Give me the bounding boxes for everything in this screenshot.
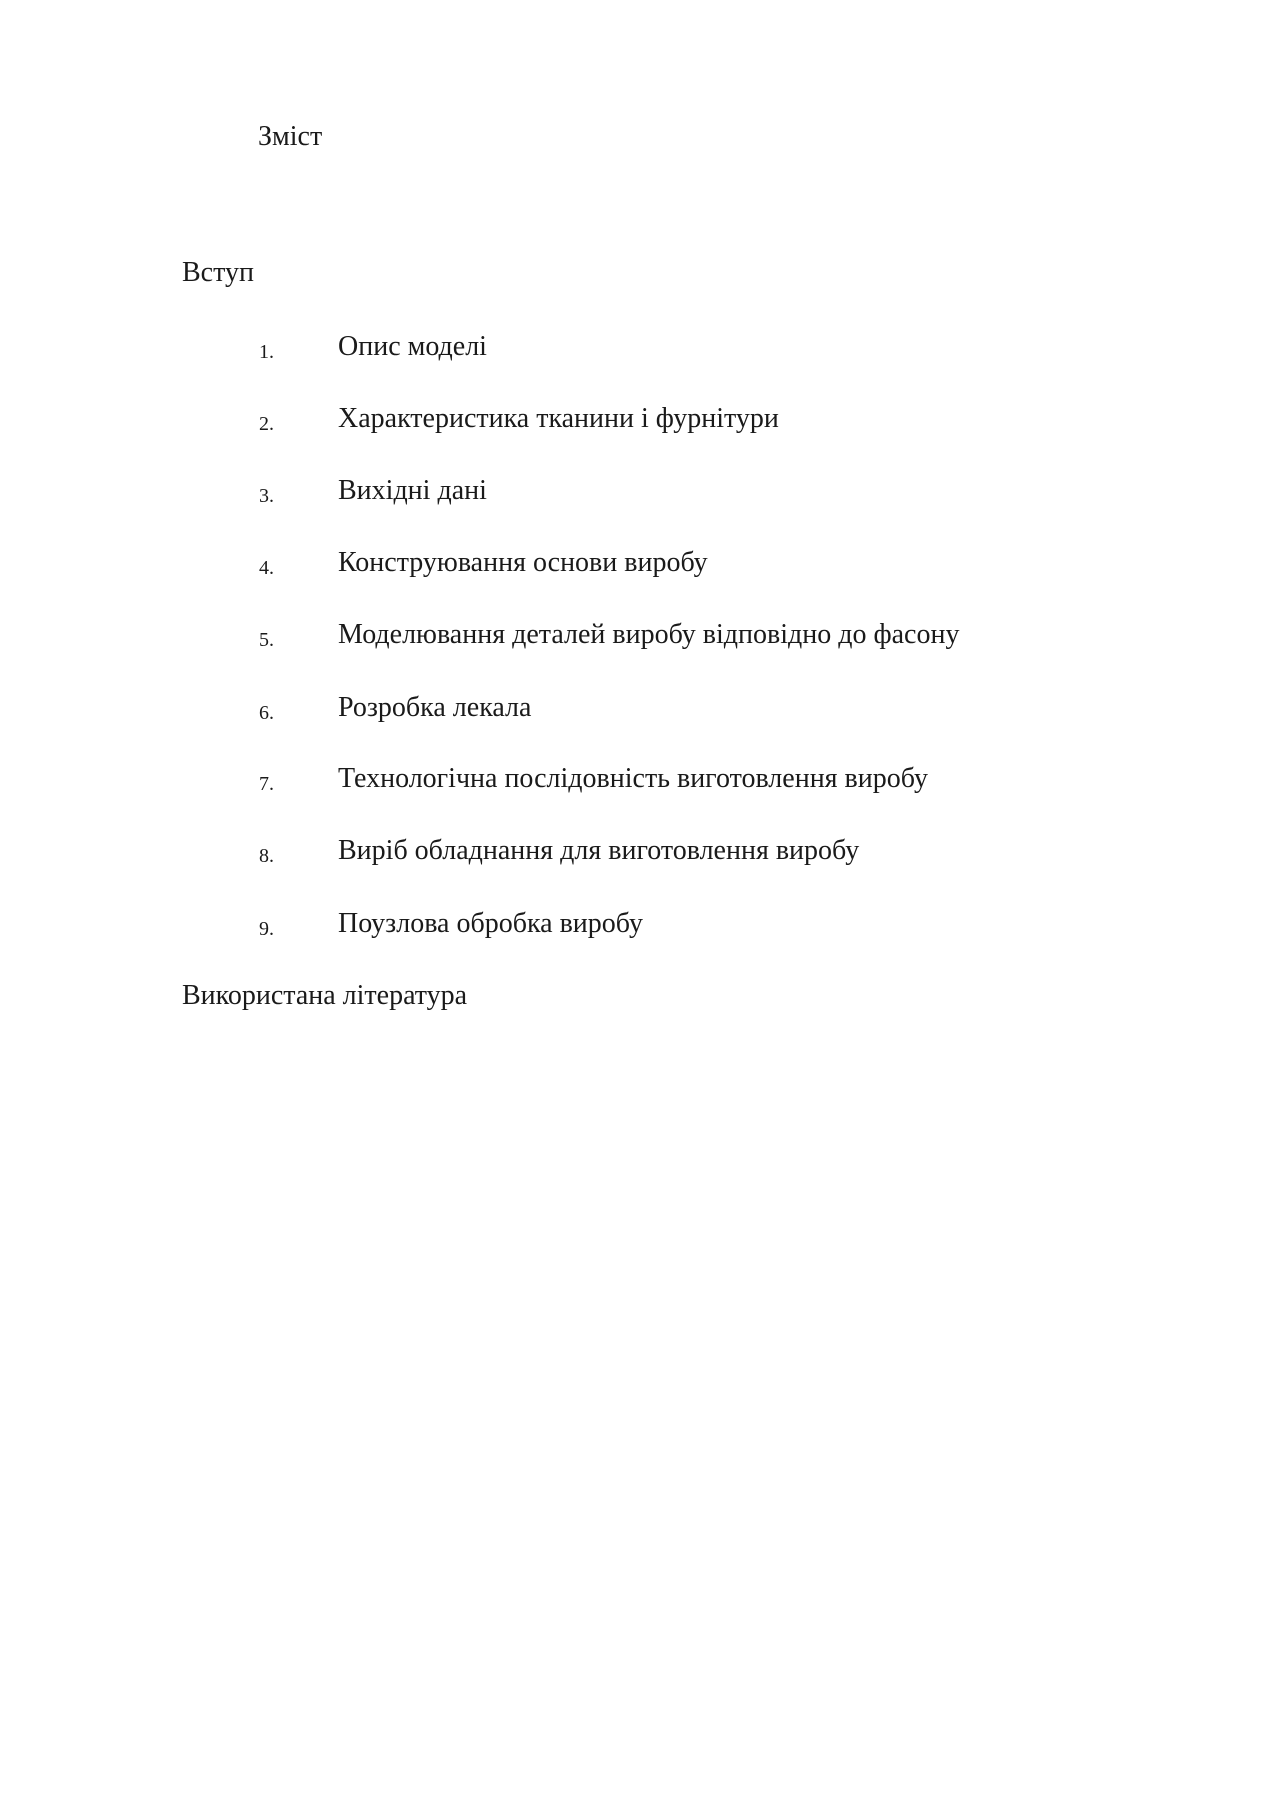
toc-section-literature: Використана література [182,980,468,1011]
toc-item [0,834,1280,874]
toc-item-number: 9. [259,918,274,940]
toc-item-text: Поузлова обробка виробу [338,908,643,939]
toc-item-number: 3. [259,485,274,507]
toc-item-text: Моделювання деталей виробу відповідно до фасону [338,619,960,650]
toc-item-number: 7. [259,773,274,795]
toc-item-text: Виріб обладнання для виготовлення виробу [338,835,860,866]
toc-item-number: 5. [259,629,274,651]
toc-item [0,474,1280,514]
toc-item-text: Характеристика тканини і фурнітури [338,403,779,434]
toc-item-text: Опис моделі [338,331,487,362]
toc-item-text: Конструювання основи виробу [338,547,708,578]
toc-item [0,691,1280,731]
toc-title: Зміст [258,121,323,152]
toc-item [0,330,1280,370]
toc-item-text: Вихідні дані [338,475,487,506]
toc-item-number: 6. [259,702,274,724]
toc-item-number: 2. [259,413,274,435]
toc-item [0,546,1280,586]
toc-item [0,907,1280,947]
toc-item [0,762,1280,802]
toc-item-number: 8. [259,845,274,867]
toc-item-number: 1. [259,341,274,363]
toc-item-number: 4. [259,557,274,579]
toc-item [0,402,1280,442]
toc-item [0,618,1280,658]
toc-item-text: Розробка лекала [338,692,532,723]
toc-section-intro: Вступ [182,257,254,288]
toc-item-text: Технологічна послідовність виготовлення виробу [338,763,928,794]
